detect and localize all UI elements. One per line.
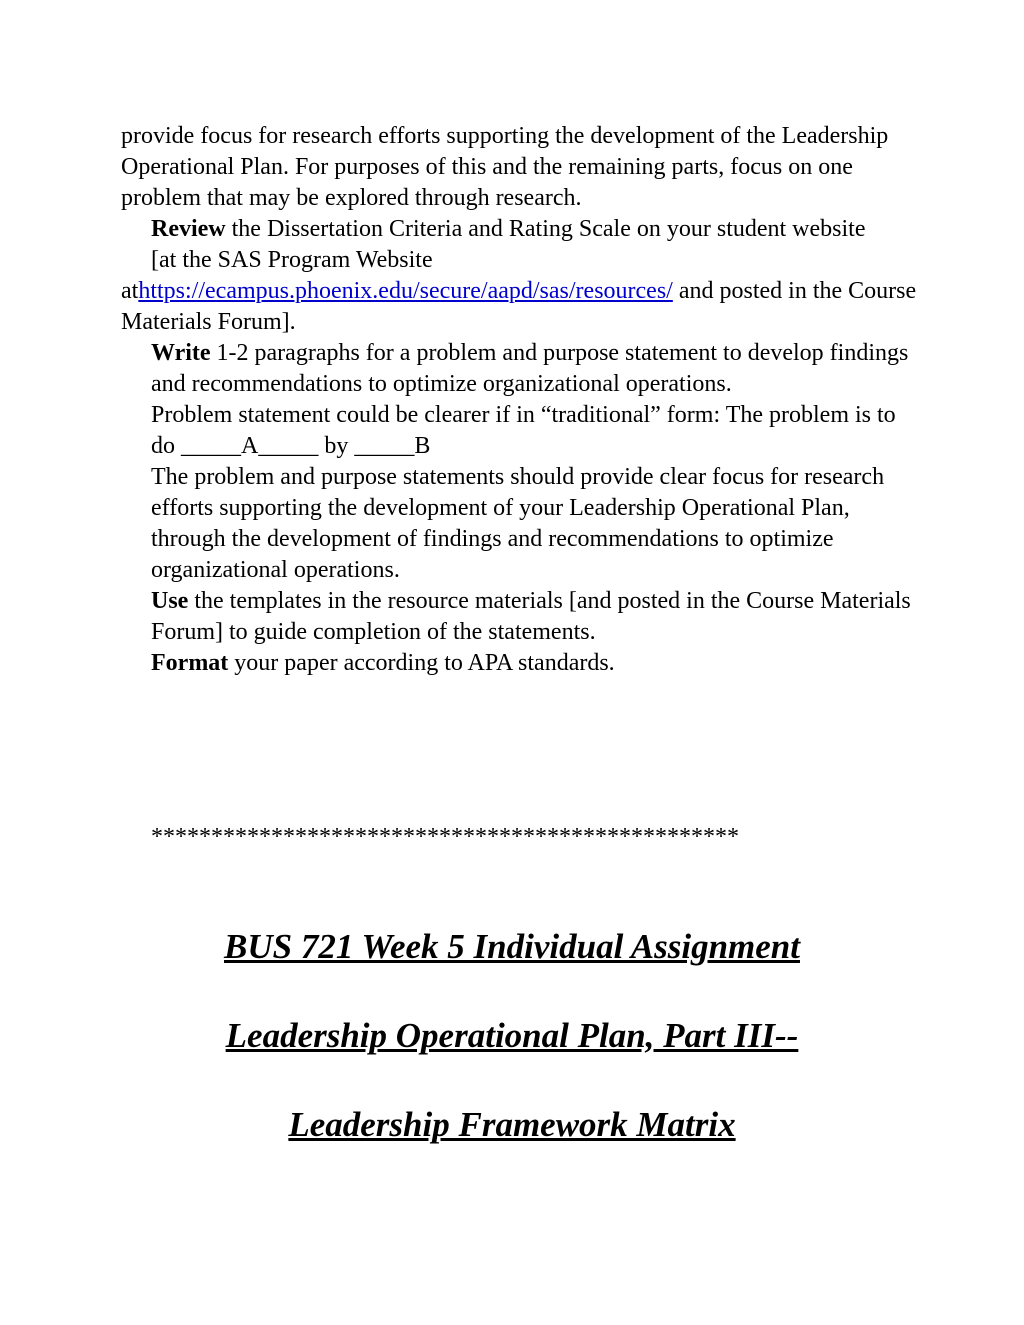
review-keyword: Review [151, 216, 226, 242]
assignment-title: BUS 721 Week 5 Individual Assignment [224, 927, 800, 966]
format-keyword: Format [151, 650, 229, 676]
focus-paragraph: The problem and purpose statements should provide clear focus for research efforts supporting the development of your Leadership Operational Plan, through the development of findings and recommendations to optimize organizational operations. [151, 464, 885, 583]
review-instruction [121, 214, 921, 245]
problem-statement-note: Problem statement could be clearer if in “traditional” form: The problem is to do _____A_____ by _____B [151, 402, 896, 459]
assignment-topic: Leadership Framework Matrix [288, 1105, 736, 1144]
document-body [121, 121, 921, 679]
assignment-subtitle: Leadership Operational Plan, Part III-- [225, 1016, 799, 1055]
format-instruction [121, 648, 921, 679]
sas-link-suffix: and posted in the Course Materials Forum]. [121, 278, 917, 335]
sas-resources-link[interactable]: https://ecampus.phoenix.edu/secure/aapd/sas/resources/ [138, 278, 673, 304]
write-text: 1-2 paragraphs for a problem and purpose statement to develop findings and recommendations to optimize organizational operations. [151, 340, 909, 397]
use-instruction [121, 586, 921, 648]
intro-paragraph: provide focus for research efforts supporting the development of the Leadership Operational Plan. For purposes of this and the remaining parts, focus on one problem that may be explored through research. [121, 123, 889, 211]
sas-website-link-line [121, 276, 921, 338]
use-keyword: Use [151, 588, 189, 614]
use-text: the templates in the resource materials [and posted in the Course Materials Forum] to guide completion of the statements. [151, 588, 911, 645]
format-text: your paper according to APA standards. [228, 650, 615, 676]
write-instruction [121, 338, 921, 400]
review-text: the Dissertation Criteria and Rating Scale on your student website [225, 216, 866, 242]
sas-website-line: [at the SAS Program Website [151, 247, 433, 273]
asterisk-separator: ************************************************* [151, 824, 739, 850]
write-keyword: Write [151, 340, 211, 366]
sas-link-prefix: at [121, 278, 139, 304]
